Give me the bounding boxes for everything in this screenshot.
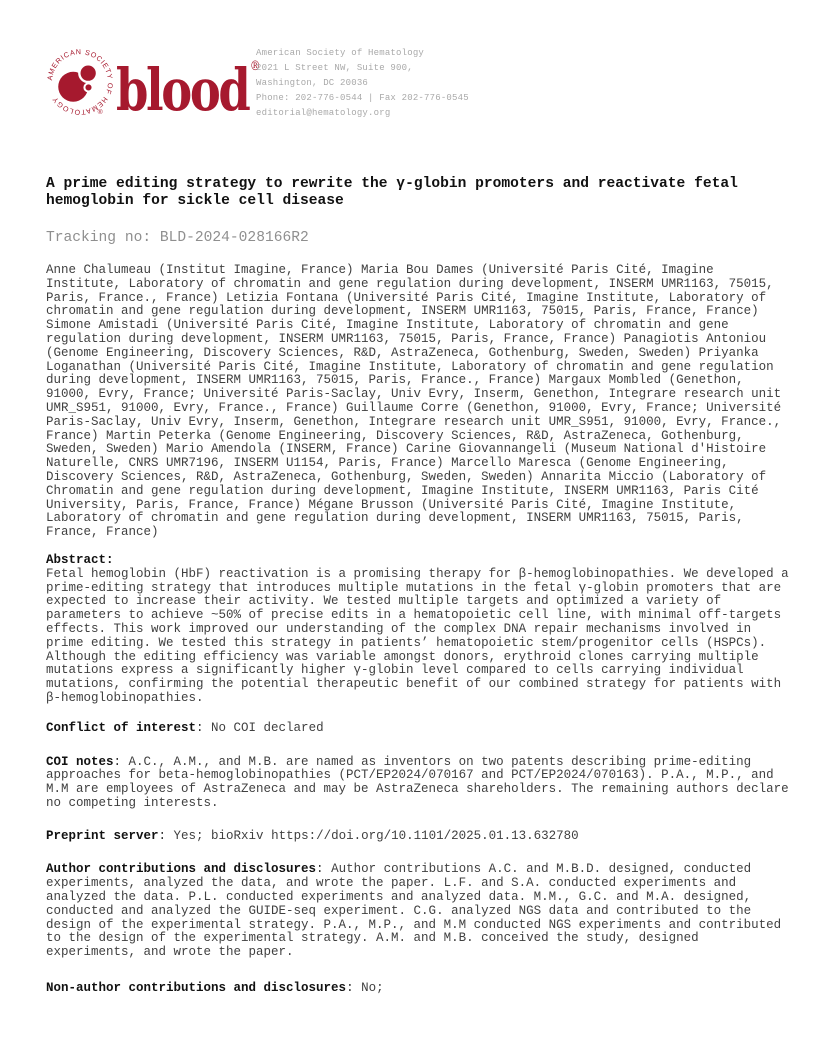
author-list: Anne Chalumeau (Institut Imagine, France) Maria Bou Dames (Université Paris Cité, Imagine Institute, Laboratory of chromatin and gene regulation during development, INSERM UMR1163, 75015, Paris, France., France) Letizia Fontana (Université Paris Cité, Imagine Institute, Laboratory of chromatin and gene regulation during development, INSERM UMR1163, 75015, Paris, France, France) Simone Amistadi (Université Paris Cité, Imagine Institute, Laboratory of chromatin and gene regulation during development, INSERM UMR1163, 75015, Paris, France, France) Panagiotis Antoniou (Genome Engineering, Discovery Sciences, R&D, AstraZeneca, Gothenburg, Sweden, Sweden) Priyanka Loganathan (Université Paris Cité, Imagine Institute, Laboratory of chromatin and gene regulation during development, INSERM UMR1163, 75015, Paris, France., France) Margaux Mombled (Genethon, 91000, Evry, France; Université Paris-Saclay, Univ Evry, Inserm, Genethon, Integrare research unit UMR_S951, 91000, Evry, France., France) Guillaume Corre (Genethon, 91000, Evry, France; Université Paris-Saclay, Univ Evry, Inserm, Genethon, Integrare research unit UMR_S951, 91000, Evry, France., France) Martin Peterka (Genome Engineering, Discovery Sciences, R&D, AstraZeneca, Gothenburg, Sweden, Sweden) Mario Amendola (INSERM, France) Carine Giovannangeli (Museum National d'Histoire Naturelle, CNRS UMR7196, INSERM U1154, Paris, France) Marcello Maresca (Genome Engineering, Discovery Sciences, R&D, AstraZeneca, Gothenburg, Sweden, Sweden) Annarita Miccio (Laboratory of Chromatin and gene regulation during development, Imagine Institute, INSERM UMR1163, Paris Cité University, Paris, France, France) Mégane Brusson (Université Paris Cité, Imagine Institute, Laboratory of chromatin and gene regulation during development, INSERM UMR1163, 75015, Paris, France, France) xyxy=(46,263,782,540)
tracking-number-line xyxy=(46,230,790,246)
tracking-label: Tracking no xyxy=(46,230,143,246)
non-author-contributions-text: No; xyxy=(361,981,384,996)
ash-society-emblem-icon xyxy=(46,48,114,116)
non-author-contributions-separator: : xyxy=(346,981,362,996)
coi-notes-section xyxy=(46,756,790,811)
non-author-contributions-label: Non-author contributions and disclosures xyxy=(46,981,347,996)
publisher-address-block xyxy=(256,46,469,121)
registered-trademark-icon: ® xyxy=(250,58,261,74)
abstract-heading xyxy=(46,554,790,568)
coi-notes-text: A.C., A.M., and M.B. are named as inventors on two patents describing prime-editing approaches for beta-hemoglobinopathies (PCT/EP2024/070167 and PCT/EP2024/070163). P.A., M.P., and M.M are employees of AstraZeneca and may be AstraZeneca shareholders. The remaining authors declare no competing interests. xyxy=(46,754,789,810)
address-line-city: Washington, DC 20036 xyxy=(256,78,369,88)
address-line-email: editorial@hematology.org xyxy=(256,108,391,118)
conflict-label: Conflict of interest xyxy=(46,720,197,735)
preprint-text: Yes; bioRxiv https://doi.org/10.1101/2025.01.13.632780 xyxy=(173,828,579,843)
tracking-value: BLD-2024-028166R2 xyxy=(159,230,309,246)
conflict-separator: : xyxy=(196,720,212,735)
blood-wordmark-text: blood xyxy=(116,55,249,124)
address-line-phone-fax: Phone: 202-776-0544 | Fax 202-776-0545 xyxy=(256,93,469,103)
abstract-text: Fetal hemoglobin (HbF) reactivation is a promising therapy for β-hemoglobinopathies. We developed a prime-editing strategy that introduces multiple mutations in the fetal γ-globin promoters that are expected to increase their activity. We tested multiple targets and optimized a variety of parameters to achieve ~50% of precise edits in a hematopoietic cell line, with minimal off-targets effects. This work improved our understanding of the complex DNA repair mechanisms involved in prime editing. We tested this strategy in patients’ hematopoietic stem/progenitor cells (HSPCs). Although the editing efficiency was variable amongst donors, erythroid clones carrying multiple mutations express a significantly higher γ-globin level compared to cells carrying individual mutations, confirming the potential therapeutic benefit of our combined strategy for patients with β-hemoglobinopathies. xyxy=(46,566,789,705)
svg-text:®: ® xyxy=(97,108,103,116)
preprint-separator: : xyxy=(158,828,174,843)
abstract-colon: : xyxy=(106,552,114,567)
article-title: A prime editing strategy to rewrite the γ-globin promoters and reactivate fetal hemoglobin for sickle cell disease xyxy=(46,176,738,209)
coi-notes-separator: : xyxy=(113,754,129,769)
address-line-society: American Society of Hematology xyxy=(256,48,425,58)
non-author-contributions-section xyxy=(46,982,790,996)
coi-notes-label: COI notes xyxy=(46,754,114,769)
abstract-section xyxy=(46,554,790,706)
author-contributions-text: Author contributions A.C. and M.B.D. designed, conducted experiments, analyzed the data, and wrote the paper. L.F. and S.A. conducted experiments and analyzed the data. P.L. conducted experiments and analyzed data. M.M., G.C. and M.A. designed, conducted and analyzed the GUIDE-seq experiment. C.G. analyzed NGS data and contributed to the design of the experimental strategy. P.A., M.P., and M.M conducted NGS experiments and contributed to the design of the experimental strategy. A.M. and M.B. conceived the study, designed experiments, and wrote the paper. xyxy=(46,862,782,960)
conflict-of-interest-section xyxy=(46,722,790,736)
preprint-server-section xyxy=(46,830,790,844)
conflict-text: No COI declared xyxy=(211,720,324,735)
address-line-street: 2021 L Street NW, Suite 900, xyxy=(256,63,413,73)
author-contributions-label: Author contributions and disclosures xyxy=(46,862,317,877)
preprint-label: Preprint server xyxy=(46,828,159,843)
abstract-label: Abstract xyxy=(46,552,107,567)
svg-text:AMERICAN SOCIETY OF HEMATOLOGY: AMERICAN SOCIETY OF HEMATOLOGY xyxy=(46,48,114,116)
tracking-separator: : xyxy=(142,230,160,246)
journal-header xyxy=(46,48,790,124)
author-contributions-separator: : xyxy=(316,862,332,877)
blood-wordmark xyxy=(116,55,261,124)
author-contributions-section xyxy=(46,863,790,960)
